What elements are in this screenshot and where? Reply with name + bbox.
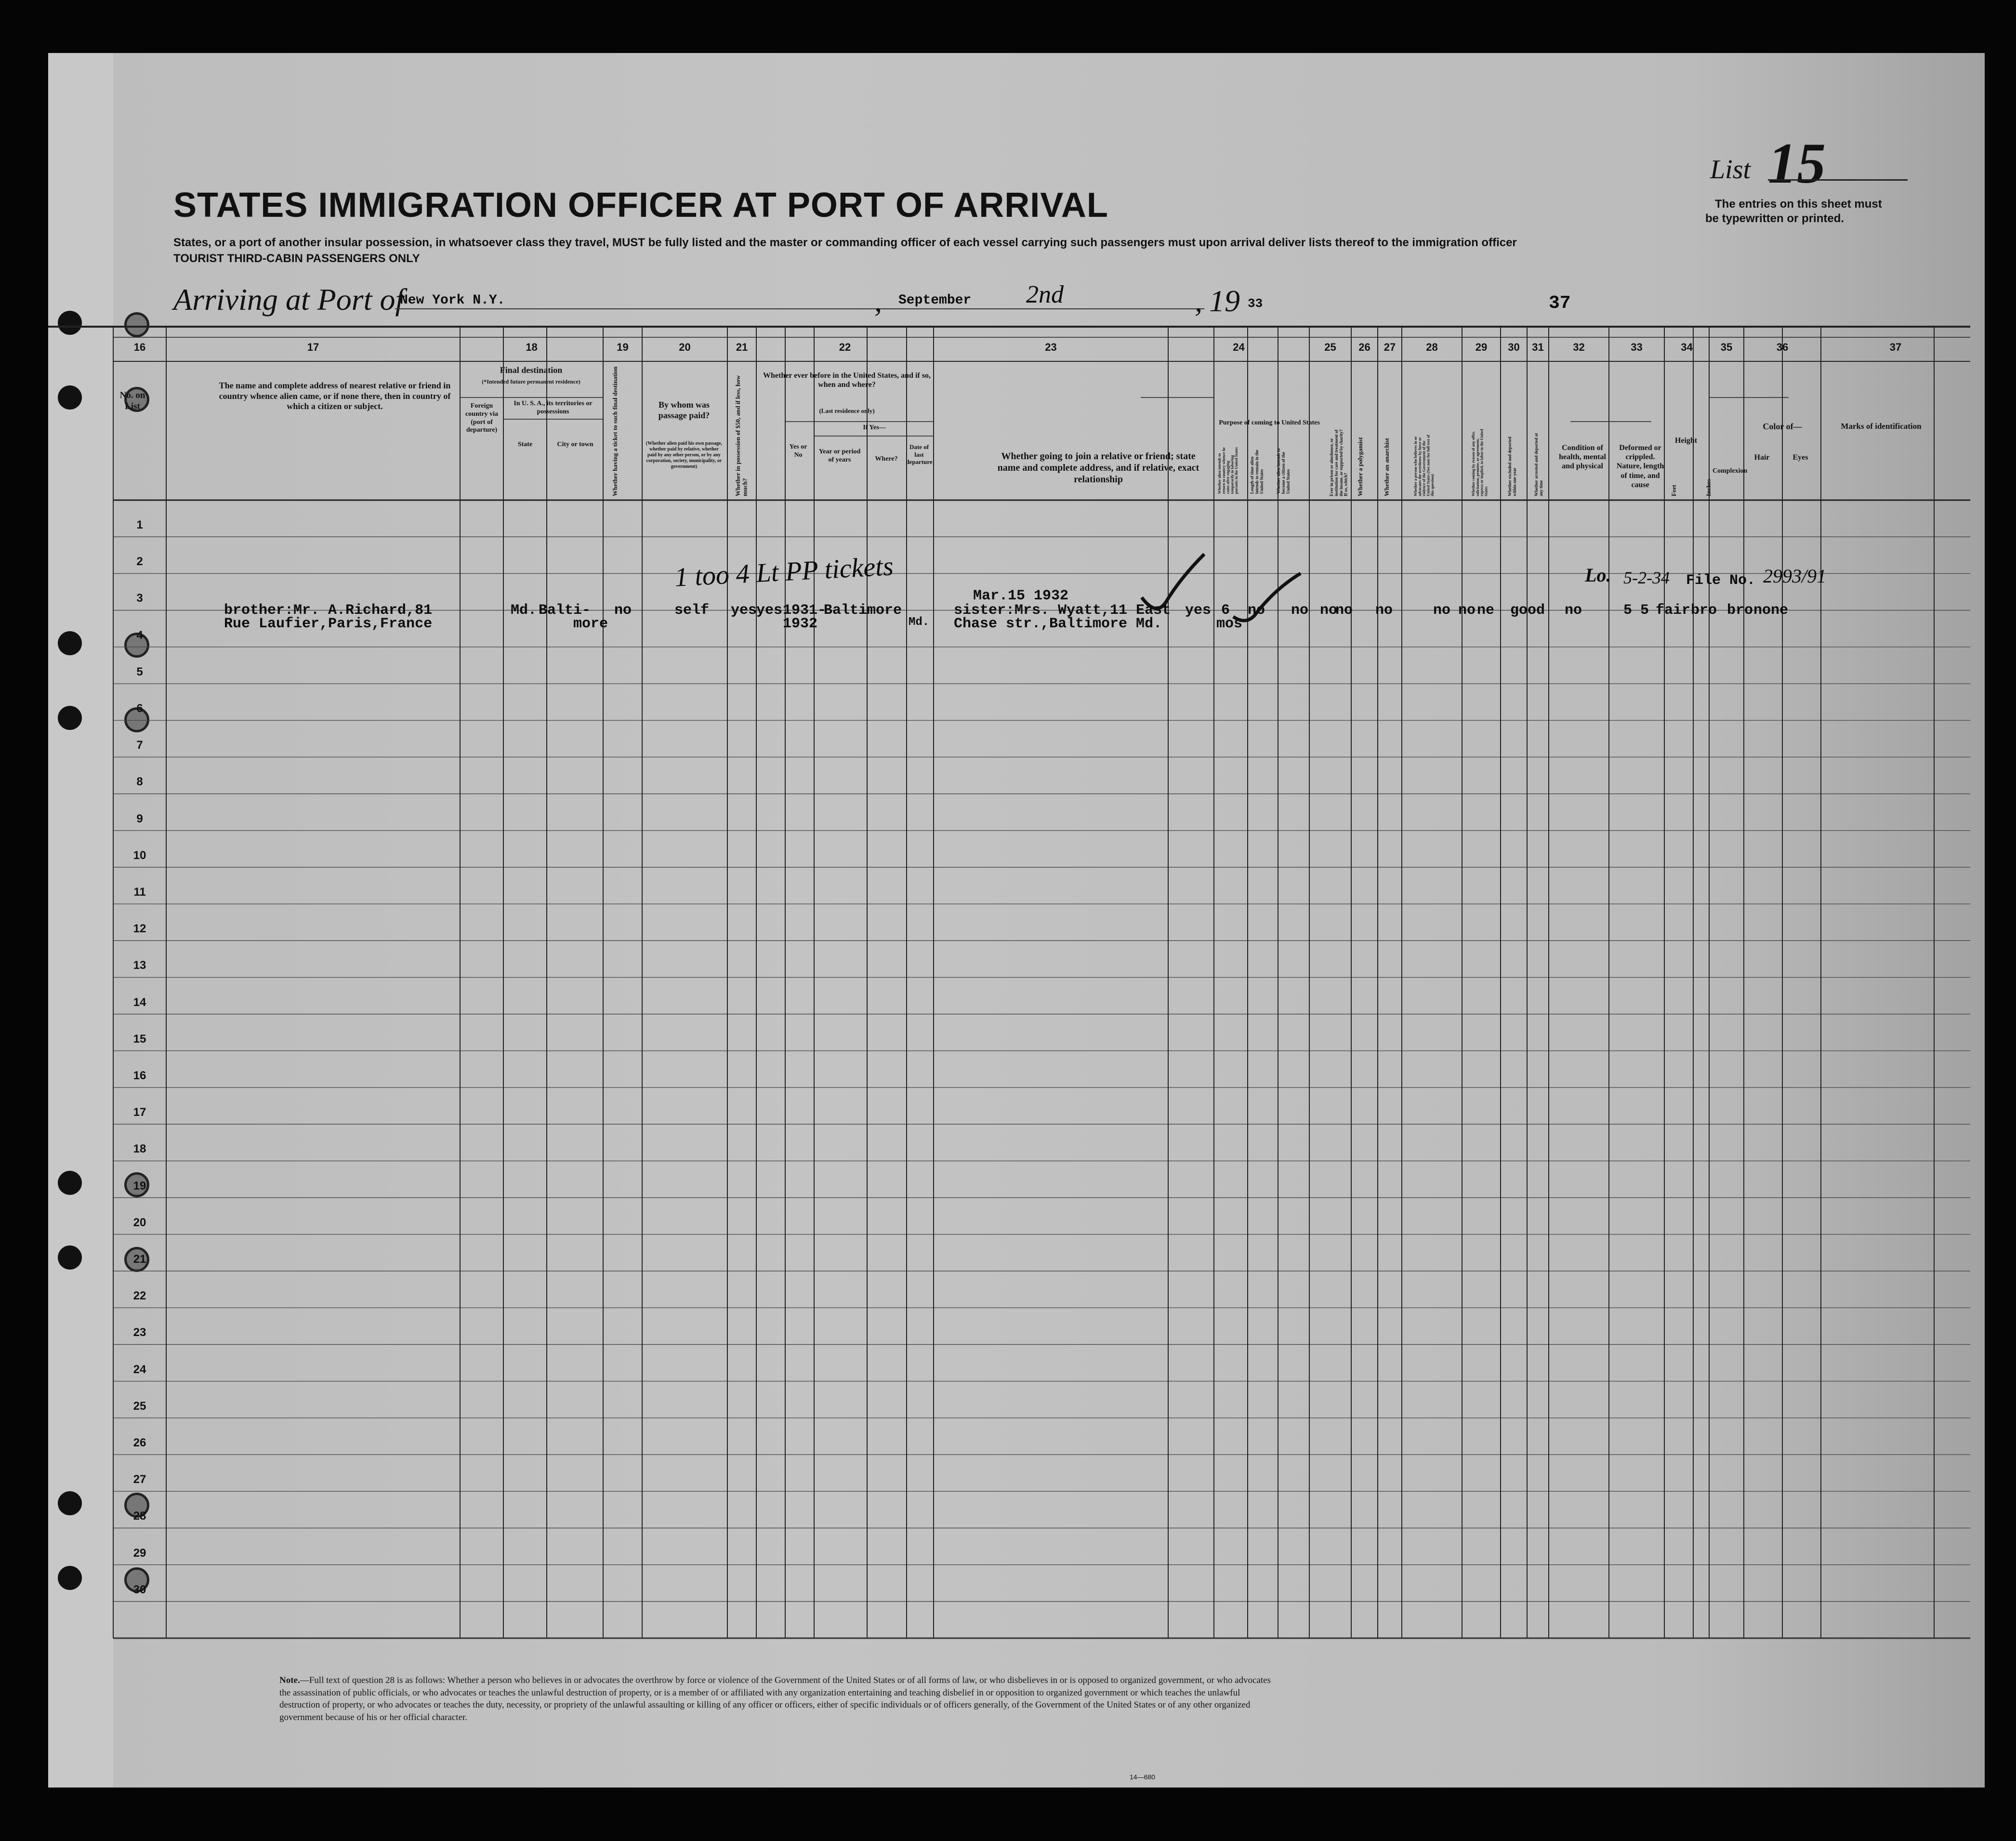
cell-q30: no [1458, 602, 1476, 619]
col-header-date-departure: Date of last departure [906, 443, 933, 466]
annotation-mark: Lo. [1585, 564, 1611, 586]
col-header-polygamist: Whether a polygamist [1357, 437, 1364, 496]
cell-purpose-return: yes [1185, 602, 1212, 619]
col-header-q30: Whether excluded and deported within one year [1507, 437, 1517, 496]
row-number: 2 [136, 555, 143, 569]
port-value: New York N.Y. [400, 293, 505, 308]
column-number: 28 [1426, 341, 1438, 353]
row-number: 7 [136, 739, 143, 752]
footer-note [279, 1674, 1272, 1724]
instructions-line2: be typewritten or printed. [1705, 212, 1845, 225]
footer-note-label: Note. [279, 1675, 300, 1685]
col-header-q31: Whether arrested and deported at any time [1534, 433, 1543, 496]
col-header-no: No. on List [119, 390, 145, 411]
cell-q31: ne [1477, 602, 1495, 619]
page-title: STATES IMMIGRATION OFFICER AT PORT OF ARRIVAL [173, 186, 1108, 225]
column-number: 19 [617, 341, 629, 353]
column-number: 27 [1384, 341, 1396, 353]
class-line: TOURIST THIRD-CABIN PASSENGERS ONLY [173, 252, 420, 265]
col-header-passage-paid: By whom was passage paid? [658, 400, 710, 420]
cell-q28: no [1375, 602, 1393, 619]
col-header-relative: The name and complete address of nearest relative or friend in country whence alien came, or if none there, then in country of which a citizen or subject. [219, 381, 451, 411]
cell-health: good [1510, 602, 1545, 619]
arriving-label: Arriving at Port of [173, 282, 404, 317]
col-header-ticket: Whether having a ticket to such final destination [611, 366, 619, 496]
instructions-line1: The entries on this sheet must [1715, 198, 1882, 211]
cell-money: yes [731, 602, 757, 619]
col-header-health: Condition of health, mental and physical [1559, 444, 1606, 471]
row-number: 12 [133, 922, 146, 936]
row-number: 3 [136, 592, 143, 605]
column-number: 35 [1720, 341, 1733, 353]
col-header-color-of: Color of— [1763, 422, 1802, 431]
column-number: 25 [1324, 341, 1336, 353]
col-header-final-destination-note: (*Intended future permanent residence) [482, 378, 580, 385]
col-header-final-destination: Final destination [500, 365, 563, 375]
col-header-purpose-b: Length of time alien intends to remain in the United States [1250, 450, 1264, 494]
cell-prison: no [1291, 602, 1309, 619]
row-number: 15 [133, 1032, 146, 1046]
subtitle: States, or a port of another insular possession, in whatsoever class they travel, MUST be fully listed and the master or commanding officer of each vessel carrying such passengers must upon arrival deliver lists thereof to the immigration officer [173, 236, 1517, 249]
cell-eyes: bro [1727, 602, 1753, 619]
day-value: 2nd [1026, 281, 1064, 308]
row-number: 8 [136, 775, 143, 789]
col-header-city: City or town [557, 441, 593, 448]
cell-q29: no [1433, 602, 1451, 619]
cell-city-line1: Balti- [539, 602, 591, 619]
row-number: 22 [133, 1289, 146, 1303]
cell-ever-before: yes [756, 602, 783, 619]
col-header-where: Where? [875, 455, 898, 463]
row-number: 28 [133, 1510, 146, 1523]
column-number: 37 [1889, 341, 1902, 353]
col-header-state: State [517, 441, 533, 448]
col-header-q29: Whether coming by reason of any offer, solicitation, promise, or agreement, express or implied, to labor in the United States [1471, 429, 1489, 496]
col-header-money: Whether in possession of $50, and if less, how much? [734, 375, 749, 496]
row-number: 1 [136, 518, 143, 532]
col-header-going-to-join: Whether going to join a relative or friend; state name and complete address, and if relative, exact relationship [997, 451, 1199, 485]
col-header-if-yes: If Yes— [863, 424, 886, 431]
year-suffix: 33 [1248, 296, 1263, 311]
cell-marks: none [1753, 602, 1789, 619]
column-number: 23 [1045, 341, 1057, 353]
row-number: 19 [133, 1179, 146, 1192]
row-number: 24 [133, 1363, 146, 1376]
cell-become-citizen: no [1248, 602, 1265, 619]
col-header-year-period: Year or period of years [818, 448, 861, 464]
row-number: 25 [133, 1399, 146, 1413]
cell-inches: 5 [1640, 602, 1649, 619]
handwritten-note: 1 too 4 Lt PP tickets [673, 551, 895, 593]
row-number: 30 [133, 1583, 146, 1596]
row-number: 11 [133, 886, 146, 899]
file-no-value: 2993/91 [1763, 565, 1827, 587]
row-number: 17 [133, 1106, 146, 1119]
column-number: 34 [1681, 341, 1693, 353]
cell-relative-line2: Rue Laufier,Paris,France [224, 616, 433, 632]
col-header-anarchist: Whether an anarchist [1383, 438, 1390, 496]
cell-years-line2: 1932 [783, 616, 818, 632]
cell-complexion: fair [1656, 602, 1691, 619]
row-number: 13 [133, 959, 146, 972]
row-number: 4 [136, 628, 143, 642]
col-header-height: Height [1674, 437, 1698, 445]
cell-join-line1: sister:Mrs. Wyatt,11 East [954, 602, 1171, 619]
column-number: 31 [1532, 341, 1544, 353]
row-number: 27 [133, 1473, 146, 1486]
col-header-q28: Whether a person who believes in or advocates the overthrow by force or violence of the Government of the United States (See note for full text of this question) [1413, 435, 1435, 496]
col-header-passage-paid-note: (Whether alien paid his own passage, whether paid by relative, whether paid by any other person, or by any corporation, society, municipality, or government) [646, 441, 723, 469]
col-header-foreign-country: Foreign country via (port of departure) [465, 402, 499, 434]
row-number: 10 [133, 848, 146, 862]
row-number: 6 [136, 702, 143, 715]
column-number: 33 [1631, 341, 1643, 353]
row-number: 20 [133, 1216, 146, 1229]
cell-city-line2: more [573, 616, 608, 632]
column-number: 29 [1475, 341, 1488, 353]
checkmarks [1137, 544, 1320, 631]
annotation-date: 5-2-34 [1623, 568, 1670, 587]
col-header-purpose: Purpose of coming to United States [1219, 419, 1320, 426]
cell-deformed: no [1565, 602, 1582, 619]
comma-mark: , [1195, 284, 1202, 318]
list-number: 15 [1768, 131, 1826, 195]
table-grid [48, 53, 1985, 1788]
column-number: 18 [526, 341, 538, 353]
cell-length-line1: 6 [1221, 602, 1230, 619]
row-number: 26 [133, 1436, 146, 1449]
cell-ticket: no [614, 602, 632, 619]
form-code: 14—680 [1130, 1773, 1155, 1781]
col-header-deformed: Deformed or crippled. Nature, length of time, and cause [1616, 444, 1664, 489]
column-number: 24 [1233, 341, 1245, 353]
cell-paid-by: self [674, 602, 710, 619]
row-number: 23 [133, 1326, 146, 1339]
row-number: 5 [136, 665, 143, 678]
cell-where-line2: Md. [909, 616, 930, 629]
file-no-label: File No. [1686, 572, 1756, 589]
col-header-hair: Hair [1754, 453, 1770, 462]
cell-years-line1: 1931- [783, 602, 827, 619]
col-header-purpose-c: Whether alien intends to become a citizen of the United States [1276, 448, 1291, 494]
col-header-in-usa: In U. S. A., its territories or possessions [514, 400, 593, 415]
cell-feet: 5 [1623, 602, 1633, 619]
col-header-inches: Inches [1705, 478, 1712, 496]
col-header-purpose-a: Whether alien intends to return to country whence he came after engaging temporarily in laboring pursuits in the United States [1217, 447, 1239, 494]
column-number: 32 [1573, 341, 1585, 353]
cell-anarchist: no [1335, 602, 1353, 619]
row-number: 18 [133, 1142, 146, 1156]
col-header-ever-before: Whether ever before in the United States, and if so, when and where? [763, 371, 931, 389]
row-number: 9 [136, 812, 143, 825]
cell-polygamist: no [1320, 602, 1338, 619]
cell-where-line1: Baltimore [824, 602, 902, 619]
cell-state: Md. [511, 602, 537, 619]
sheet-mark: 37 [1549, 293, 1571, 314]
comma-mark: , [874, 284, 882, 318]
column-number: 20 [679, 341, 691, 353]
column-number: 26 [1358, 341, 1370, 353]
col-header-marks: Marks of identification [1841, 422, 1922, 431]
col-header-eyes: Eyes [1792, 453, 1808, 462]
column-number: 30 [1508, 341, 1520, 353]
cell-relative-line1: brother:Mr. A.Richard,81 [224, 602, 433, 619]
row-number: 21 [133, 1252, 146, 1266]
footer-note-text: —Full text of question 28 is as follows: Whether a person who believes in or advocates the overthrow by force or violence of the Government of the United States or of all forms of law, or who disbelieves in or is opposed to organized government, or who advocates the assassination of public officials, or who advocates or teaches the unlawful destruction of property, or is a member of or affiliated with any organization entertaining and teaching disbelief in or opposition to organized government or which teaches the unlawful destruction of property, or who advocates or teaches the duty, necessity, or propriety of the unlawful assaulting or killing of any officer or officers, either of specific individuals or of officers generally, of the Government of the United States or of any other organized government because of his or her official character. [279, 1675, 1271, 1722]
col-header-ever-before-note: (Last residence only) [819, 407, 875, 414]
column-number: 22 [839, 341, 851, 353]
cell-length-line2: mos [1216, 616, 1243, 632]
column-number: 16 [133, 341, 146, 353]
col-header-prison: Ever in prison or almshouse, or institution for care and treatment of the insane, or supported by charity? If so, which? [1329, 429, 1348, 496]
column-number: 21 [736, 341, 748, 353]
col-header-yes-no: Yes or No [789, 443, 807, 459]
column-number: 17 [307, 341, 319, 353]
list-label: List [1710, 155, 1751, 185]
row-number: 14 [133, 995, 146, 1009]
year-prefix: 19 [1209, 284, 1240, 318]
column-number: 36 [1776, 341, 1789, 353]
col-header-feet: Feet [1670, 485, 1677, 496]
cell-hair: bro [1691, 602, 1717, 619]
col-header-complexion: Complexion [1713, 467, 1748, 475]
manifest-sheet [48, 53, 1985, 1788]
row-number: 16 [133, 1069, 146, 1082]
cell-departure-date: Mar.15 1932 [973, 588, 1069, 604]
cell-join-line2: Chase str.,Baltimore Md. [954, 616, 1162, 632]
month-value: September [898, 293, 972, 308]
row-number: 29 [133, 1546, 146, 1560]
